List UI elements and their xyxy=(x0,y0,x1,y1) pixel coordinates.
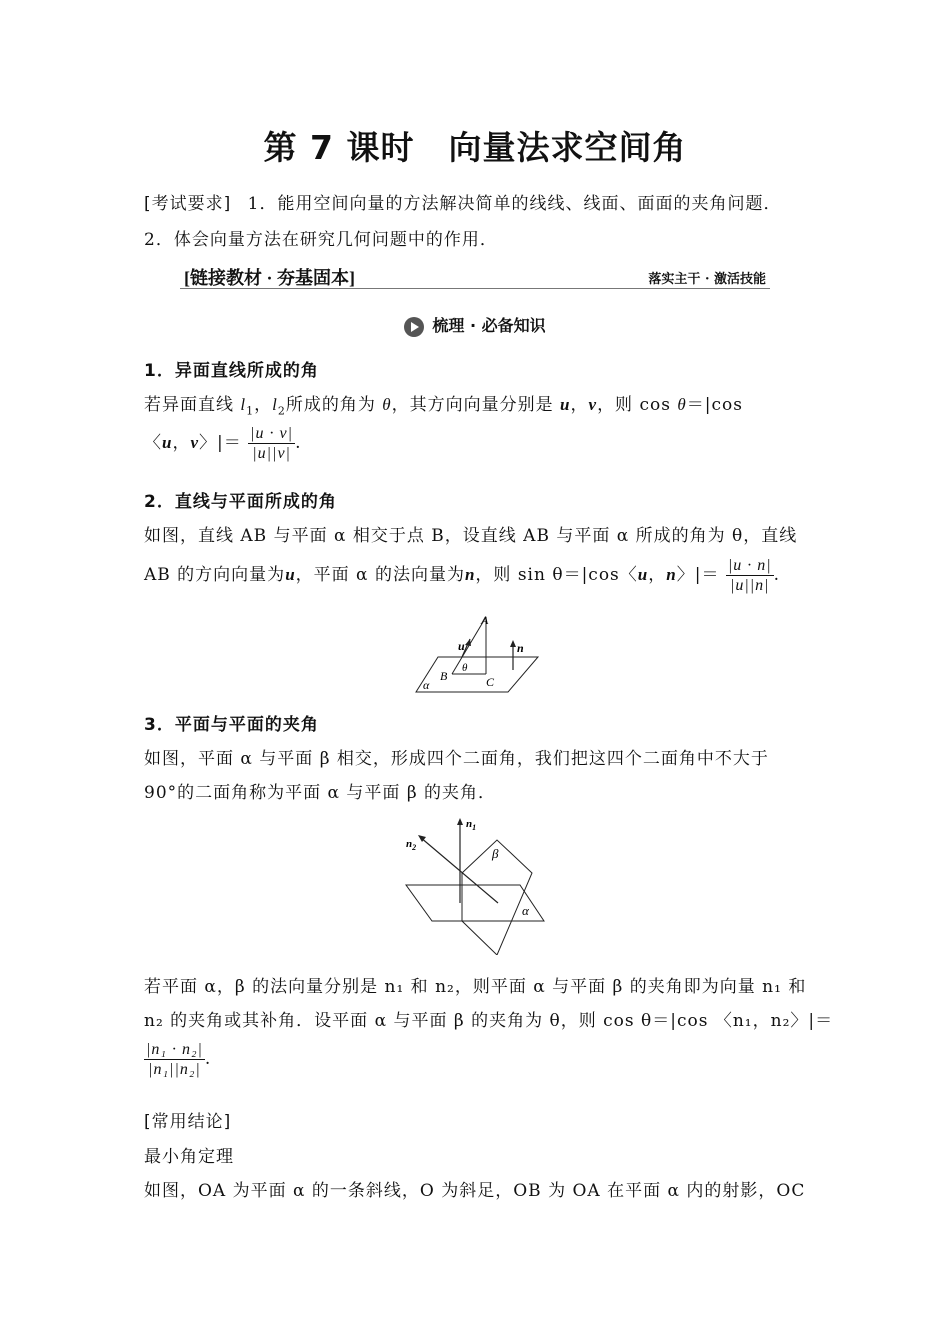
section-heading xyxy=(0,313,950,337)
fraction xyxy=(248,424,295,463)
normal-n2 xyxy=(420,837,498,903)
sec2-paragraph-line2: AB 的方向向量为u，平面 α 的法向量为n，则 sin θ＝|cos〈u，n〉|＝ $\frac{|u \cdot n|}{|u||n|}$ . xyxy=(144,557,781,594)
vec-u: u xyxy=(162,433,173,452)
sec3-paragraph-line3: 若平面 α，β 的法向量分别是 n₁ 和 n₂，则平面 α 与平面 β 的夹角即为向量 n₁ 和 xyxy=(144,977,807,997)
label-beta: β xyxy=(492,846,499,861)
text: 若异面直线 xyxy=(144,395,234,415)
sec3-fraction-line: $\frac{\text{|n₁ · n₂|}}{\text{|n₁||n₂|}}$ . xyxy=(146,1041,212,1078)
vec-u: u xyxy=(637,565,649,584)
page-title: 第 7 课时 向量法求空间角 xyxy=(263,128,687,167)
requirement-2: 2．体会向量方法在研究几何问题中的作用． xyxy=(144,230,498,250)
requirements-tag: [考试要求] xyxy=(144,194,232,214)
denominator: |u||n| xyxy=(729,577,770,594)
label-n: n xyxy=(517,641,524,655)
fraction xyxy=(726,556,774,595)
plane-plane-figure xyxy=(402,815,552,955)
var-theta: θ xyxy=(677,395,687,414)
text: 所成的角为 xyxy=(285,395,376,415)
vec-v: v xyxy=(588,395,598,414)
label-C: C xyxy=(486,675,495,689)
requirement-1: 1．能用空间向量的方法解决简单的线线、线面、面面的夹角问题． xyxy=(247,194,782,214)
conclusion-tag: [常用结论] xyxy=(144,1112,232,1132)
text: 〉|＝ xyxy=(676,565,720,585)
text: ，其方向向量分别是 xyxy=(391,395,554,415)
label-theta: θ xyxy=(462,662,468,674)
sec2-heading: 2．直线与平面所成的角 xyxy=(144,492,337,512)
sec3-paragraph-line2: 90°的二面角称为平面 α 与平面 β 的夹角． xyxy=(144,783,497,803)
denominator: |u||v| xyxy=(252,445,291,462)
label-alpha: α xyxy=(522,903,529,918)
text: ，平面 α 的法向量为 xyxy=(295,565,465,585)
text: ，则 cos xyxy=(597,395,671,415)
numerator: |u · v| xyxy=(250,425,294,442)
sec3-paragraph-line4: n₂ 的夹角或其补角．设平面 α 与平面 β 的夹角为 θ，则 cos θ＝|cos 〈n₁，n₂〉|＝ xyxy=(144,1011,834,1031)
denominator: |n₁||n₂| xyxy=(148,1061,201,1078)
conclusion-heading: 最小角定理 xyxy=(144,1147,234,1167)
label-A: A xyxy=(481,613,489,627)
play-icon xyxy=(404,317,424,337)
text: AB 的方向向量为 xyxy=(144,565,286,585)
conclusion-paragraph: 如图，OA 为平面 α 的一条斜线，O 为斜足，OB 为 OA 在平面 α 内的射影，OC xyxy=(144,1181,806,1201)
fraction xyxy=(144,1040,205,1079)
text: 〉|＝ xyxy=(199,433,242,453)
vec-n: n xyxy=(464,565,476,584)
label-alpha: α xyxy=(423,678,430,692)
label-u: u xyxy=(458,639,465,653)
text: 〈 xyxy=(144,433,162,453)
sub: 2 xyxy=(412,843,417,852)
label-n1 xyxy=(466,818,476,832)
n2: n xyxy=(406,838,413,850)
sec3-heading: 3．平面与平面的夹角 xyxy=(144,715,319,735)
sec1-heading: 1．异面直线所成的角 xyxy=(144,361,319,381)
arrow-head xyxy=(510,640,516,647)
banner-left-label: [链接教材 · 夯基固本] xyxy=(184,268,355,288)
numerator: |n₁ · n₂| xyxy=(146,1041,203,1058)
text: ＝|cos xyxy=(686,395,743,415)
vec-v: v xyxy=(190,433,200,452)
vec-n: n xyxy=(666,565,677,584)
vec-u: u xyxy=(285,565,296,584)
label-n2 xyxy=(406,838,416,852)
var-l2: l xyxy=(272,395,278,414)
var-l1: l xyxy=(240,395,247,414)
numerator: |u · n| xyxy=(727,557,772,574)
vec-u: u xyxy=(560,395,571,414)
n1: n xyxy=(466,818,473,830)
banner-right-label: 落实主干 · 激活技能 xyxy=(648,272,766,287)
sec3-paragraph-line1: 如图，平面 α 与平面 β 相交，形成四个二面角，我们把这四个二面角中不大于 xyxy=(144,749,769,769)
section-banner xyxy=(180,264,770,289)
label-B: B xyxy=(440,669,448,683)
sub: 1 xyxy=(246,404,255,418)
line-plane-figure xyxy=(410,612,545,697)
sec1-paragraph-line2: 〈u，v〉|＝ $\frac{|u \cdot v|}{|u||v|}$ . xyxy=(144,425,302,462)
var-theta: θ xyxy=(382,395,392,414)
text: ，则 sin θ＝|cos〈 xyxy=(475,565,638,585)
sub: 2 xyxy=(277,404,286,418)
requirements-line-1 xyxy=(144,189,782,214)
sec1-paragraph-line1: 若异面直线 $l_1$，$l_2$所成的角为 θ，其方向向量分别是 u，v，则 cos θ＝|cos xyxy=(144,395,743,418)
sec2-paragraph-line1: 如图，直线 AB 与平面 α 相交于点 B，设直线 AB 与平面 α 所成的角为 θ，直线 xyxy=(144,526,798,546)
arrow-head xyxy=(465,639,471,646)
arrow-head xyxy=(457,818,463,825)
sub: 1 xyxy=(472,823,477,832)
section-heading-label: 梳理 · 必备知识 xyxy=(432,316,546,335)
